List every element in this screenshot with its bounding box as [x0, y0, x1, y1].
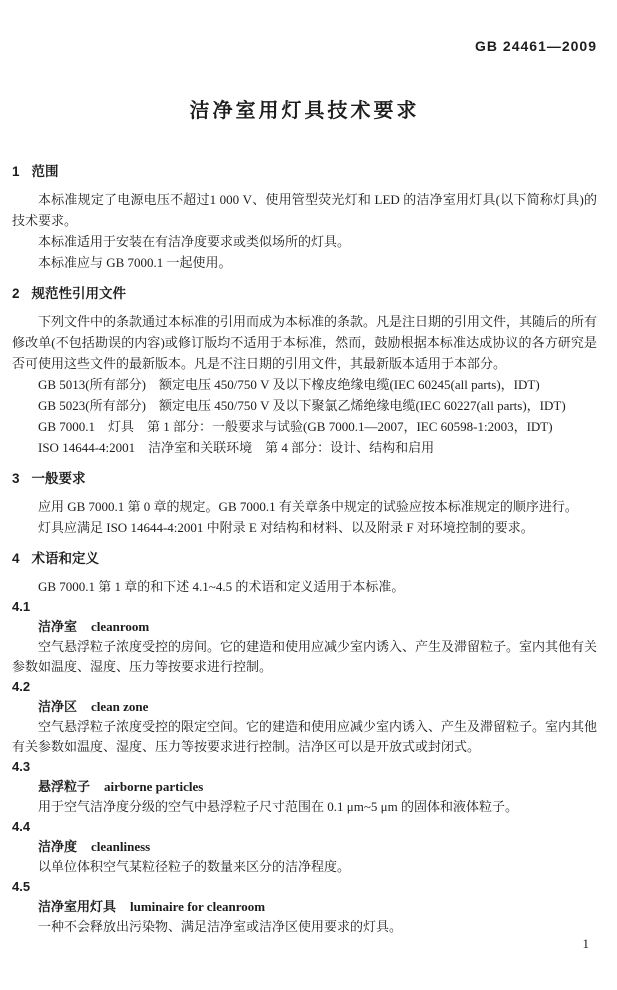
section-heading-terms-definitions: [12, 550, 597, 568]
reference-item: GB 5023(所有部分) 额定电压 450/750 V 及以下聚氯乙烯绝缘电缆(IEC 60227(all parts)，IDT): [38, 398, 566, 413]
clause-number: 4.2: [12, 679, 31, 694]
section-normative-references: [12, 285, 597, 458]
term-definition-cleanliness: [12, 817, 597, 877]
standard-number: GB 24461—2009: [475, 38, 597, 54]
term-definition-text: 用于空气洁净度分级的空气中悬浮粒子尺寸范围在 0.1 μm~5 μm 的固体和液体粒子。: [38, 799, 518, 814]
term-zh: 悬浮粒子: [38, 779, 91, 794]
paragraph: 灯具应满足 ISO 14644-4:2001 中附录 E 对结构和材料、以及附录 F 对环境控制的要求。: [38, 520, 534, 535]
section-title: 规范性引用文件: [31, 286, 127, 301]
section-terms-definitions: [12, 550, 597, 937]
term-definition-airborne-particles: [12, 757, 597, 817]
section-number: 3: [12, 471, 20, 486]
page-number: 1: [582, 936, 589, 951]
term-en: cleanliness: [91, 839, 151, 854]
term-heading: [12, 897, 597, 917]
term-definition-cleanroom: [12, 597, 597, 677]
term-en: clean zone: [91, 699, 149, 714]
term-definition-text: 空气悬浮粒子浓度受控的房间。它的建造和使用应减少室内诱入、产生及滞留粒子。室内其他有关参数如温度、湿度、压力等按要求进行控制。: [12, 639, 598, 674]
term-heading: [12, 777, 597, 797]
terms-intro: GB 7000.1 第 1 章的和下述 4.1~4.5 的术语和定义适用于本标准。: [38, 579, 405, 594]
term-definition-text: 以单位体积空气某粒径粒子的数量来区分的洁净程度。: [38, 859, 351, 874]
term-zh: 洁净室: [38, 619, 78, 634]
clause-number: 4.3: [12, 759, 31, 774]
clause-number: 4.1: [12, 599, 31, 614]
paragraph: 下列文件中的条款通过本标准的引用而成为本标准的条款。凡是注日期的引用文件，其随后的所有修改单(不包括勘误的内容)或修订版均不适用于本标准，然而，鼓励根据本标准达成协议的各方研究是否可使用这些文件的最新版本。凡是不注日期的引用文件，其最新版本适用于本部分。: [12, 314, 598, 371]
term-heading: [12, 617, 597, 637]
term-en: luminaire for cleanroom: [130, 899, 266, 914]
paragraph: 应用 GB 7000.1 第 0 章的规定。GB 7000.1 有关章条中规定的试验应按本标准规定的顺序进行。: [38, 499, 578, 514]
reference-item: GB 5013(所有部分) 额定电压 450/750 V 及以下橡皮绝缘电缆(IEC 60245(all parts)，IDT): [38, 377, 540, 392]
section-title: 一般要求: [31, 471, 86, 486]
section-number: 2: [12, 286, 20, 301]
term-heading: [12, 837, 597, 857]
paragraph: 本标准适用于安装在有洁净度要求或类似场所的灯具。: [38, 234, 351, 249]
reference-item: GB 7000.1 灯具 第 1 部分：一般要求与试验(GB 7000.1—2007，IEC 60598-1:2003，IDT): [38, 419, 553, 434]
term-en: cleanroom: [91, 619, 150, 634]
clause-number: 4.4: [12, 819, 31, 834]
reference-item: ISO 14644-4:2001 洁净室和关联环境 第 4 部分：设计、结构和启用: [38, 440, 435, 455]
section-general-requirements: [12, 470, 597, 538]
document-title: 洁净室用灯具技术要求: [189, 100, 420, 122]
clause-number: 4.5: [12, 879, 31, 894]
term-heading: [12, 697, 597, 717]
term-definition-text: 空气悬浮粒子浓度受控的限定空间。它的建造和使用应减少室内诱入、产生及滞留粒子。室内其他有关参数如温度、湿度、压力等按要求进行控制。洁净区可以是开放式或封闭式。: [12, 719, 598, 754]
section-scope: [12, 163, 597, 273]
section-title: 范围: [31, 164, 59, 179]
paragraph: 本标准规定了电源电压不超过1 000 V、使用管型荧光灯和 LED 的洁净室用灯具(以下简称灯具)的技术要求。: [12, 192, 597, 228]
term-definition-clean-zone: [12, 677, 597, 757]
term-zh: 洁净室用灯具: [38, 899, 117, 914]
section-heading-normative-references: [12, 285, 597, 303]
section-heading-general-requirements: [12, 470, 597, 488]
term-definition-text: 一种不会释放出污染物、满足洁净室或洁净区使用要求的灯具。: [38, 919, 403, 934]
term-zh: 洁净度: [38, 839, 78, 854]
paragraph: 本标准应与 GB 7000.1 一起使用。: [38, 255, 232, 270]
section-heading-scope: [12, 163, 597, 181]
term-en: airborne particles: [104, 779, 204, 794]
term-definition-luminaire-for-cleanroom: [12, 877, 597, 937]
section-number: 4: [12, 551, 20, 566]
section-title: 术语和定义: [31, 551, 100, 566]
section-number: 1: [12, 164, 20, 179]
term-zh: 洁净区: [38, 699, 78, 714]
